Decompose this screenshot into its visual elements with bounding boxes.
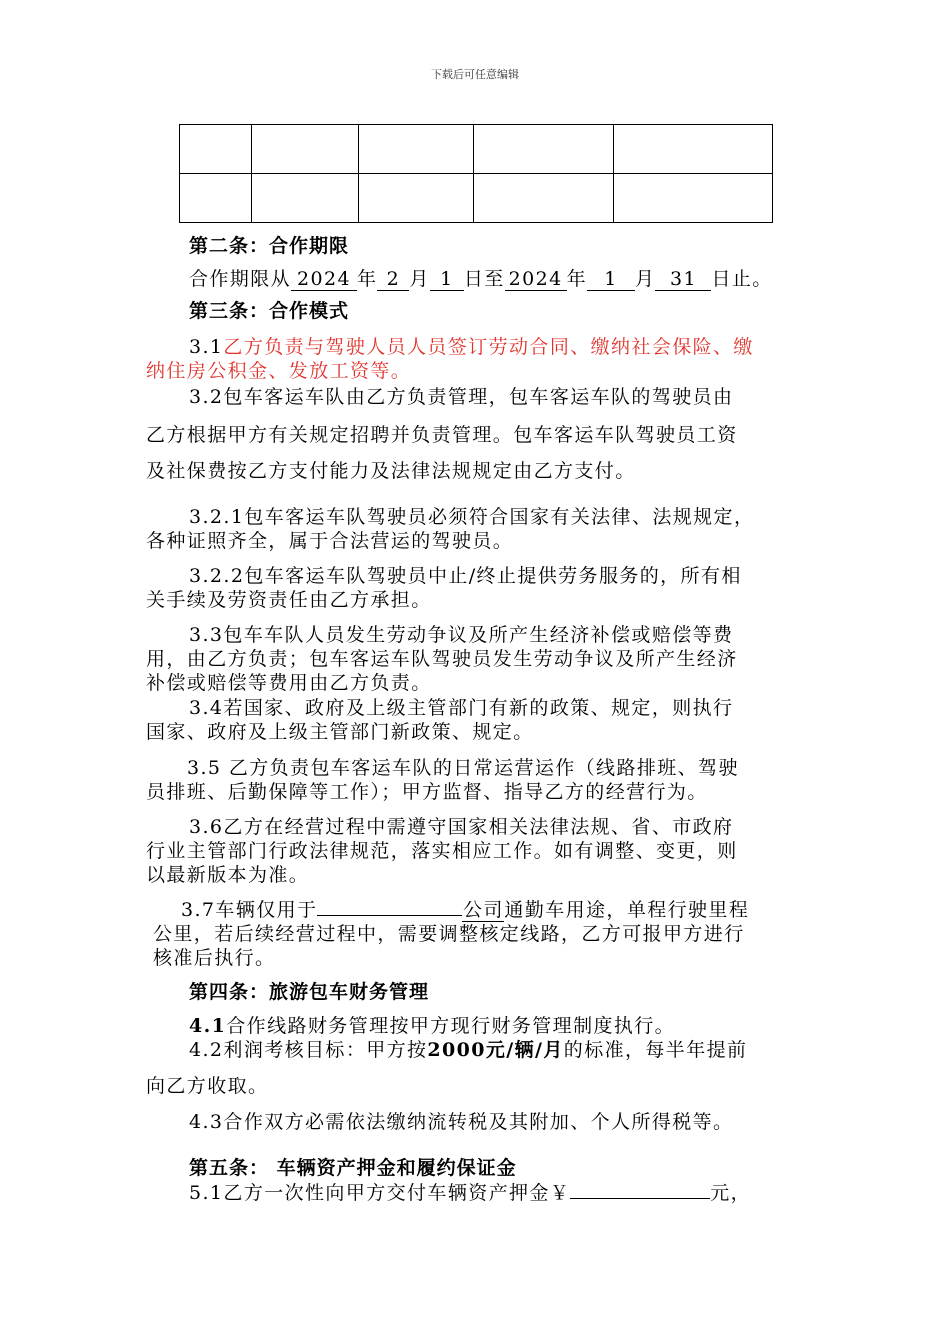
clause-3-4-line-2: 国家、政府及上级主管部门新政策、规定。: [146, 721, 534, 743]
clause-3-2-1-line-1: 3.2.1包车客运车队驾驶员必须符合国家有关法律、法规规定，: [189, 506, 755, 528]
article-3-heading: 第三条：合作模式: [189, 300, 350, 322]
clause-3-2-line-3: 及社保费按乙方支付能力及法律法规规定由乙方支付。: [146, 460, 636, 482]
article-4-heading: 第四条：旅游包车财务管理: [189, 981, 430, 1003]
table-cell: [180, 174, 252, 223]
text-span: 合作期限从: [189, 268, 292, 290]
text-span: 通勤车用途，单程行驶里程: [504, 899, 750, 921]
highlighted-text: 乙方负责与驾驶人员人员签订劳动合同、缴纳社会保险、缴: [223, 336, 754, 358]
text-span: 合作线路财务管理按甲方现行财务管理制度执行。: [226, 1015, 676, 1037]
clause-4-2-line-2: 向乙方收取。: [146, 1075, 269, 1097]
text-span: 月: [409, 268, 430, 290]
clause-3-6-line-2: 行业主管部门行政法律规范，落实相应工作。如有调整、变更，则: [146, 840, 738, 862]
article-5-heading: 第五条： 车辆资产押金和履约保证金: [189, 1157, 517, 1179]
table-cell: [180, 125, 252, 174]
clause-3-5-line-2: 员排班、后勤保障等工作）；甲方监督、指导乙方的经营行为。: [146, 781, 708, 803]
blank-table: [179, 124, 773, 223]
end-month: 1: [587, 268, 635, 291]
table-row: [180, 174, 773, 223]
clause-3-6-line-1: 3.6乙方在经营过程中需遵守国家相关法律法规、省、市政府: [189, 816, 734, 838]
article-2-heading: 第二条：合作期限: [189, 235, 350, 257]
table-cell: [474, 174, 614, 223]
clause-4-3-line: 4.3合作双方必需依法缴纳流转税及其附加、个人所得税等。: [189, 1111, 734, 1133]
table-cell: [614, 125, 773, 174]
company-suffix: 公司: [463, 899, 504, 921]
clause-3-2-line-1: 3.2包车客运车队由乙方负责管理，包车客运车队的驾驶员由: [189, 386, 734, 408]
table-cell: [359, 125, 474, 174]
profit-target: 2000元/辆/月: [427, 1039, 564, 1061]
text-span: 年: [566, 268, 588, 290]
table-cell: [252, 174, 359, 223]
clause-3-3-line-1: 3.3包车车队人员发生劳动争议及所产生经济补偿或赔偿等费: [189, 624, 734, 646]
end-year: 2024: [505, 268, 567, 291]
clause-3-5-line-1: 3.5 乙方负责包车客运车队的日常运营运作（线路排班、驾驶: [187, 757, 739, 779]
clause-3-2-line-2: 乙方根据甲方有关规定招聘并负责管理。包车客运车队驾驶员工资: [146, 424, 738, 446]
text-span: 年: [357, 268, 378, 290]
clause-3-1-line-2: 纳住房公积金、发放工资等。: [146, 360, 412, 382]
clause-3-7-line-2: 公里，若后续经营过程中，需要调整核定线路，乙方可报甲方进行: [153, 923, 745, 945]
clause-number: 3.1: [189, 336, 224, 358]
table-cell: [252, 125, 359, 174]
table-row: [180, 125, 773, 174]
clause-3-6-line-3: 以最新版本为准。: [146, 864, 310, 886]
clause-4-1-line: [189, 1013, 859, 1039]
end-day: 31: [655, 268, 711, 291]
text-span: 3.7车辆仅用于: [181, 899, 318, 921]
blank-company-field: [317, 915, 462, 916]
text-span: 日止。: [711, 268, 773, 290]
clause-number: 4.1: [189, 1015, 227, 1037]
table-cell: [614, 174, 773, 223]
clause-4-2-line-1: [189, 1037, 859, 1063]
clause-3-4-line-1: 3.4若国家、政府及上级主管部门有新的政策、规定，则执行: [189, 697, 734, 719]
blank-deposit-amount: [570, 1198, 710, 1199]
text-span: 日至: [463, 268, 505, 290]
clause-3-2-1-line-2: 各种证照齐全，属于合法营运的驾驶员。: [146, 530, 514, 552]
page-header-note: 下载后可任意编辑: [431, 68, 519, 81]
text-span: 4.2利润考核目标：甲方按: [189, 1039, 428, 1061]
text-span: 元，: [710, 1182, 752, 1204]
clause-3-2-2-line-2: 关手续及劳资责任由乙方承担。: [146, 589, 432, 611]
start-month: 2: [377, 268, 409, 291]
clause-5-1-line: [189, 1180, 859, 1206]
clause-3-7-line-1: [181, 897, 851, 923]
clause-3-2-2-line-1: 3.2.2包车客运车队驾驶员中止/终止提供劳务服务的，所有相: [189, 565, 742, 587]
clause-3-3-line-3: 补偿或赔偿等费用由乙方负责。: [146, 672, 432, 694]
start-day: 1: [430, 268, 464, 291]
table-cell: [474, 125, 614, 174]
cooperation-period-line: [189, 266, 859, 292]
text-span: 的标准，每半年提前: [563, 1039, 748, 1061]
clause-3-3-line-2: 用，由乙方负责；包车客运车队驾驶员发生劳动争议及所产生经济: [146, 648, 738, 670]
text-span: 5.1乙方一次性向甲方交付车辆资产押金￥: [189, 1182, 571, 1204]
start-year: 2024: [291, 268, 357, 291]
clause-3-7-line-3: 核准后执行。: [153, 947, 276, 969]
table-cell: [359, 174, 474, 223]
text-span: 月: [635, 268, 656, 290]
clause-3-1-line-1: [189, 334, 859, 360]
